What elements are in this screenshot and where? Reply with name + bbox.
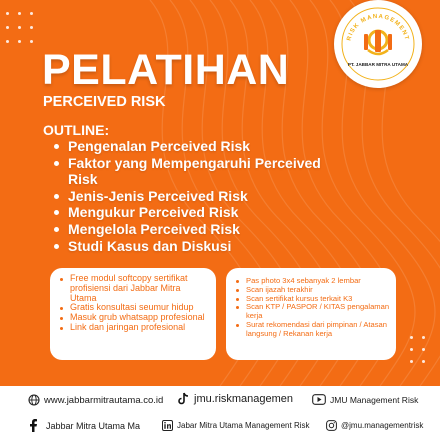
footer-linkedin[interactable] — [162, 420, 310, 431]
outline-item: Faktor yang Mempengaruhi Perceived Risk — [52, 155, 352, 188]
requirement-item: Scan sertifikat kursus terkait K3 — [236, 295, 390, 304]
requirements-card — [226, 268, 396, 360]
requirement-item: Scan ijazah terakhir — [236, 286, 390, 295]
youtube-icon — [312, 394, 326, 405]
footer-website[interactable] — [28, 394, 163, 406]
footer — [0, 386, 440, 440]
page-subtitle: PERCEIVED RISK — [43, 94, 166, 110]
outline-item: Pengenalan Perceived Risk — [52, 138, 352, 155]
website-text: www.jabbarmitrautama.co.id — [44, 394, 164, 406]
tiktok-icon — [178, 392, 190, 405]
page-title: PELATIHAN — [42, 46, 290, 94]
facebook-icon — [28, 419, 38, 432]
logo-top-text: RISK MANAGEMENT — [346, 13, 410, 42]
benefit-item: Gratis konsultasi seumur hidup — [60, 303, 208, 313]
requirement-item: Surat rekomendasi dari pimpinan / Atasan langsung / Rekanan kerja — [236, 321, 390, 339]
facebook-text: Jabbar Mitra Utama Ma — [46, 420, 141, 431]
outline-label: OUTLINE: — [43, 122, 110, 138]
logo-bottom-text: PT. JABBAR MITRA UTAMA — [347, 62, 409, 67]
instagram-text: @jmu.managementrisk — [341, 421, 424, 430]
logo-emblem-icon — [364, 30, 392, 54]
footer-instagram[interactable] — [326, 420, 423, 431]
requirement-item: Pas photo 3x4 sebanyak 2 lembar — [236, 277, 390, 286]
tiktok-text: jmu.riskmanagemen — [194, 392, 294, 405]
globe-icon — [28, 394, 40, 406]
linkedin-text: Jabar Mitra Utama Management Risk — [177, 421, 310, 430]
footer-youtube[interactable] — [312, 394, 418, 405]
benefit-item: Link dan jaringan profesional — [60, 323, 208, 333]
outline-item: Studi Kasus dan Diskusi — [52, 238, 352, 255]
footer-tiktok[interactable] — [178, 392, 293, 405]
outline-item: Mengelola Perceived Risk — [52, 221, 352, 238]
footer-facebook[interactable] — [28, 419, 140, 432]
outline-item: Mengukur Perceived Risk — [52, 204, 352, 221]
outline-item: Jenis-Jenis Perceived Risk — [52, 188, 352, 205]
company-logo — [334, 0, 422, 88]
benefit-item: Masuk grub whatsapp profesional — [60, 313, 208, 323]
instagram-icon — [326, 420, 337, 431]
outline-list — [52, 138, 352, 254]
benefit-item: Free modul softcopy sertifikat profisiensi dari Jabbar Mitra Utama — [60, 274, 208, 303]
benefits-card — [50, 268, 216, 360]
youtube-text: JMU Management Risk — [330, 394, 419, 405]
linkedin-icon — [162, 420, 173, 431]
requirement-item: Scan KTP / PASPOR / KITAS pengalaman kerja — [236, 303, 390, 321]
